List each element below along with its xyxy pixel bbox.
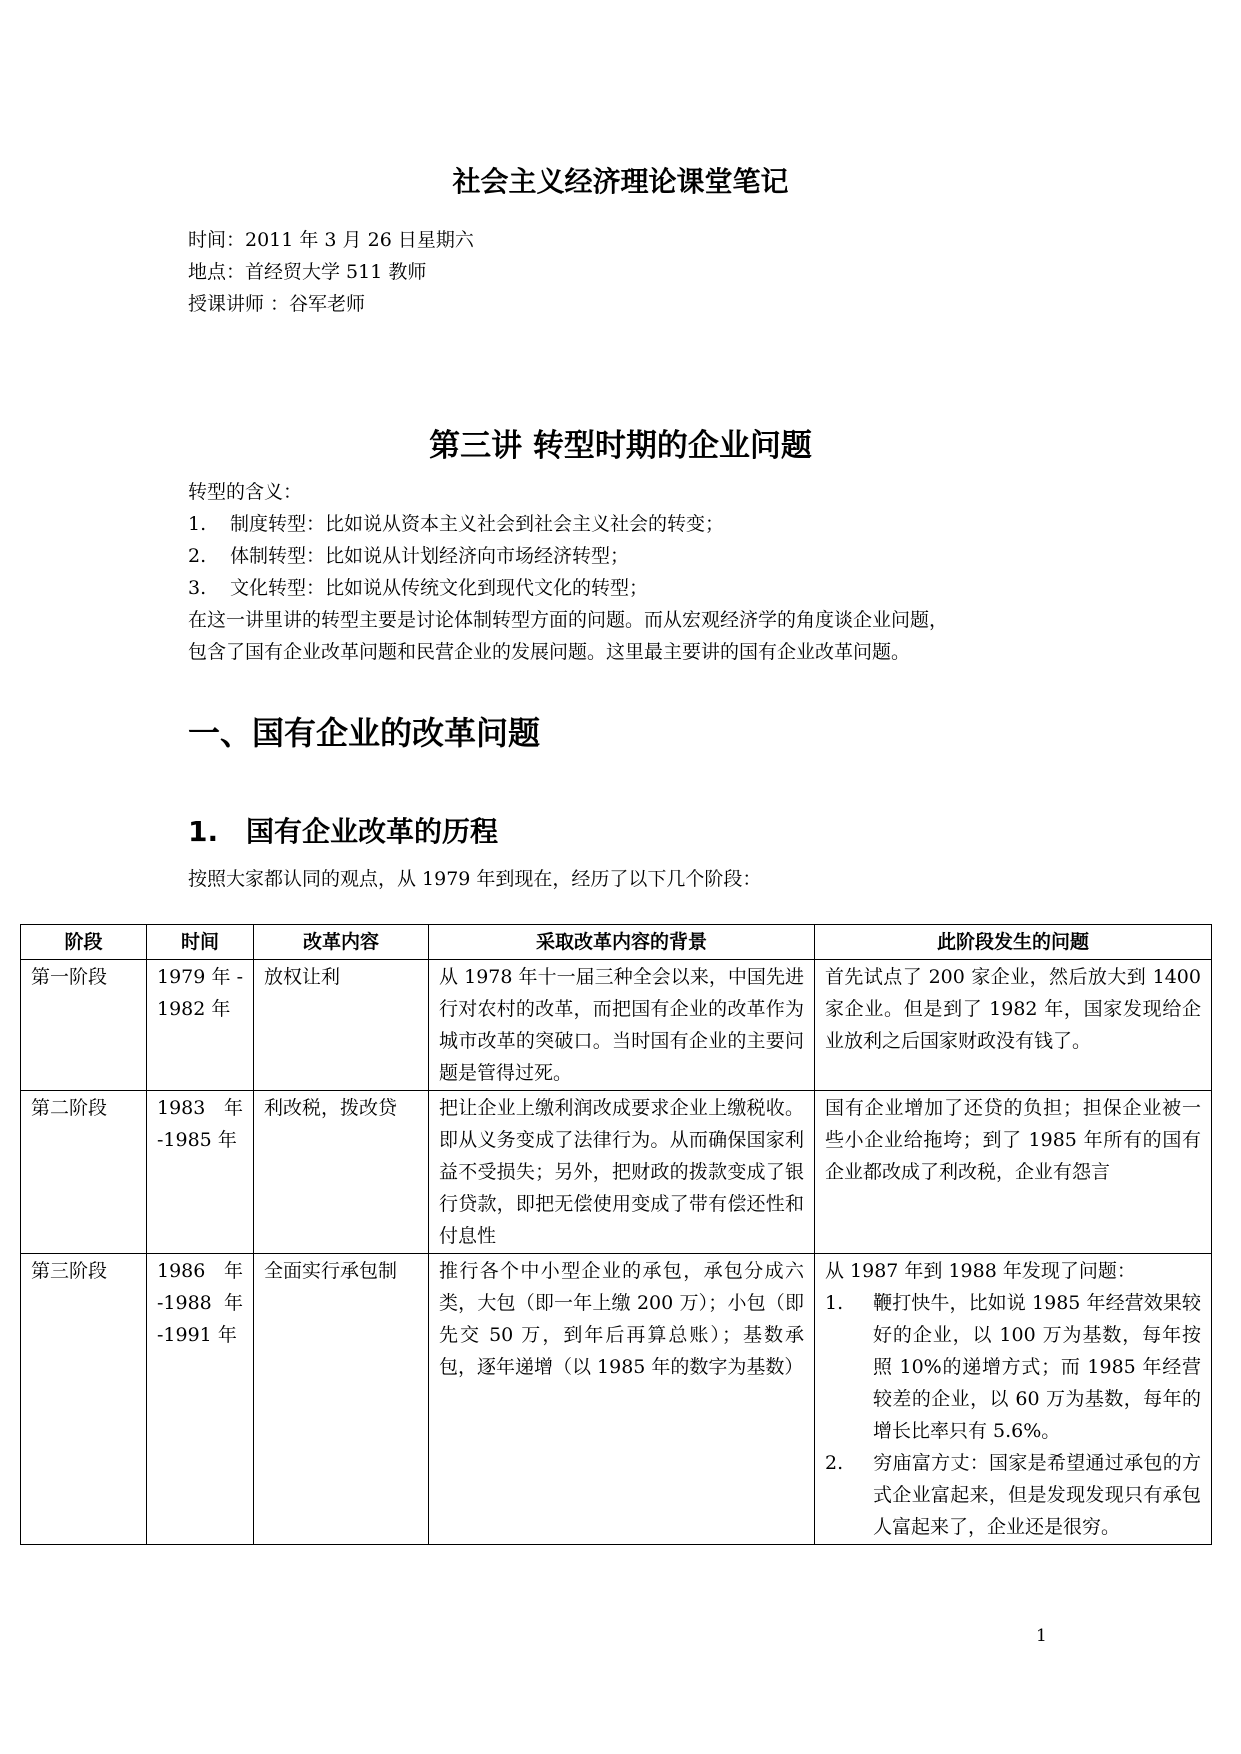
column-header: 改革内容 [254, 925, 429, 960]
section-heading: 一、国有企业的改革问题 [188, 714, 541, 752]
background-cell: 把让企业上缴利润改成要求企业上缴税收。即从义务变成了法律行为。从而确保国家利益不受损失；另外，把财政的拨款变成了银行贷款，即把无偿使用变成了带有偿还性和付息性 [429, 1091, 815, 1254]
problem-list-item: 1. 鞭打快牛，比如说 1985 年经营效果较好的企业，以 100 万为基数，每年按照 10%的递增方式；而 1985 年经营较差的企业，以 60 万为基数，每年的增长比率只有 5.6%。 [825, 1292, 1201, 1442]
problem-cell [815, 1254, 1212, 1545]
intro-text: 按照大家都认同的观点，从 1979 年到现在，经历了以下几个阶段： [188, 868, 762, 890]
meta-lecturer: 授课讲师 ：谷军老师 [188, 293, 366, 315]
stage-cell: 第一阶段 [21, 960, 147, 1091]
page-number: 1 [1036, 1626, 1047, 1646]
column-header: 时间 [147, 925, 254, 960]
problem-intro: 从 1987 年到 1988 年发现了问题： [825, 1260, 1136, 1282]
background-cell: 推行各个中小型企业的承包，承包分成六类，大包（即一年上缴 200 万）；小包（即先交 50 万，到年后再算总账）；基数承包，逐年递增（以 1985 年的数字为基数） [429, 1254, 815, 1545]
problem-list-item: 2. 穷庙富方丈：国家是希望通过承包的方式企业富起来，但是发现发现只有承包人富起来了，企业还是很穷。 [825, 1452, 1201, 1538]
time-cell: 1979 年 - 1982 年 [147, 960, 254, 1091]
table-row [21, 1254, 1212, 1545]
table-row [21, 960, 1212, 1091]
reform-stages-table [20, 924, 1212, 1545]
column-header: 此阶段发生的问题 [815, 925, 1212, 960]
problem-cell: 首先试点了 200 家企业，然后放大到 1400 家企业。但是到了 1982 年，国家发现给企业放利之后国家财政没有钱了。 [815, 960, 1212, 1091]
table-row [21, 1091, 1212, 1254]
content-cell: 全面实行承包制 [254, 1254, 429, 1545]
content-cell: 利改税，拨改贷 [254, 1091, 429, 1254]
lecture-title: 第三讲 转型时期的企业问题 [429, 428, 812, 464]
time-cell: 1986 年 -1988 年 -1991 年 [147, 1254, 254, 1545]
definition-heading: 转型的含义： [188, 481, 303, 503]
stage-cell: 第二阶段 [21, 1091, 147, 1254]
meta-place: 地点：首经贸大学 511 教师 [188, 261, 427, 283]
subsection-heading: 1. 国有企业改革的历程 [188, 815, 499, 848]
content-cell: 放权让利 [254, 960, 429, 1091]
definition-paragraph-line: 在这一讲里讲的转型主要是讨论体制转型方面的问题。而从宏观经济学的角度谈企业问题， [188, 609, 949, 631]
background-cell: 从 1978 年十一届三种全会以来，中国先进行对农村的改革，而把国有企业的改革作为城市改革的突破口。当时国有企业的主要问题是管得过死。 [429, 960, 815, 1091]
definition-item: 2. 体制转型：比如说从计划经济向市场经济转型； [188, 545, 630, 567]
stage-cell: 第三阶段 [21, 1254, 147, 1545]
column-header: 阶段 [21, 925, 147, 960]
definition-block [188, 476, 1088, 668]
time-cell: 1983 年 -1985 年 [147, 1091, 254, 1254]
table-header-row [21, 925, 1212, 960]
definition-item: 3. 文化转型：比如说从传统文化到现代文化的转型； [188, 577, 649, 599]
definition-paragraph-line: 包含了国有企业改革问题和民营企业的发展问题。这里最主要讲的国有企业改革问题。 [188, 641, 911, 663]
column-header: 采取改革内容的背景 [429, 925, 815, 960]
problem-cell: 国有企业增加了还贷的负担；担保企业被一些小企业给拖垮；到了 1985 年所有的国有企业都改成了利改税，企业有怨言 [815, 1091, 1212, 1254]
document-title: 社会主义经济理论课堂笔记 [452, 165, 789, 198]
meta-time: 时间：2011 年 3 月 26 日星期六 [188, 229, 474, 251]
definition-item: 1. 制度转型：比如说从资本主义社会到社会主义社会的转变； [188, 513, 725, 535]
